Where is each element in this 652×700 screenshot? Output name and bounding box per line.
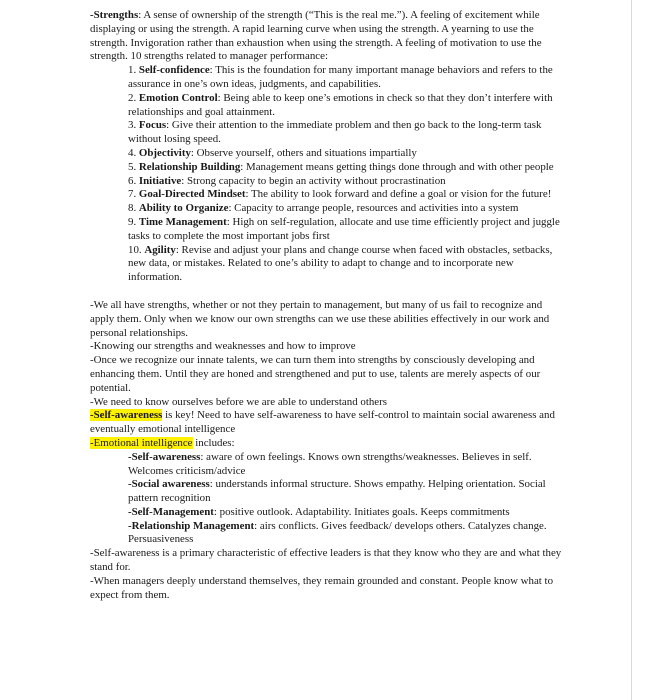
item-number: 8. (128, 202, 139, 215)
item-desc: : positive outlook. Adaptability. Initiates goals. Keeps commitments (213, 505, 510, 518)
item-title: Agility (144, 243, 176, 256)
item-desc: : airs conflicts. Gives feedback/ develops others. Catalyzes change. Persuasiveness (128, 519, 547, 546)
paragraph: -We need to know ourselves before we are able to understand others (90, 395, 387, 408)
scrollbar-track[interactable] (632, 0, 652, 700)
item-number: 7. (128, 188, 139, 201)
item-title: -Self-awareness (128, 450, 201, 463)
item-title: Focus (138, 119, 167, 132)
item-title: Emotion Control (138, 91, 218, 104)
item-desc: : High on self-regulation, allocate and use time efficiently project and juggle tasks to complete the most important jobs first (128, 215, 560, 242)
item-number: 3. (128, 119, 139, 132)
self-awareness-highlight: -Self-awareness (90, 409, 163, 422)
item-number: 5. (128, 160, 139, 173)
item-desc: : Observe yourself, others and situations impartially (190, 146, 417, 159)
list-item (128, 64, 562, 92)
strengths-label: -Strengths (90, 9, 139, 21)
paragraph: -Once we recognize our innate talents, we can turn them into strengths by consciously developing and enhancing them. Until they are honed and strengthened and put to use, talents are merely aspects of our potential. (90, 354, 541, 394)
list-item (128, 161, 562, 175)
item-title: Initiative (138, 174, 182, 187)
item-desc: : understands informal structure. Shows empathy. Helping orientation. Social pattern recognition (128, 478, 546, 505)
paragraph: -When managers deeply understand themselves, they remain grounded and constant. People know what to expect from them. (90, 574, 554, 601)
emotional-intelligence-list (128, 451, 562, 548)
list-item (128, 244, 562, 285)
list-item (128, 119, 562, 147)
strengths-intro (90, 9, 562, 64)
self-awareness-paragraph (90, 409, 562, 437)
item-number: 9. (128, 215, 139, 228)
item-title: -Social awareness (128, 478, 210, 491)
item-number: 1. (128, 64, 139, 77)
item-number: 6. (128, 174, 139, 187)
list-item (128, 92, 562, 120)
item-title: Self-confidence (138, 64, 210, 77)
paragraph: -Knowing our strengths and weaknesses and how to improve (90, 340, 356, 353)
item-title: -Relationship Management (128, 519, 255, 532)
list-item (128, 175, 562, 189)
item-desc: : Being able to keep one’s emotions in check so that they don’t interfere with relationships and goal attainment. (128, 91, 553, 118)
document-content (90, 9, 562, 602)
item-desc: : aware of own feelings. Knows own strengths/weaknesses. Believes in self. Welcomes criticism/advice (128, 450, 532, 477)
item-number: 2. (128, 91, 139, 104)
item-number: 4. (128, 146, 139, 159)
paragraph: -Self-awareness is a primary characteristic of effective leaders is that they know who they are and what they stand for. (90, 547, 562, 574)
item-number: 10. (128, 243, 145, 256)
item-title: Ability to Organize (138, 202, 229, 215)
list-item (128, 216, 562, 244)
item-title: Goal-Directed Mindset (138, 188, 246, 201)
strengths-list (128, 64, 562, 285)
item-title: Time Management (138, 215, 227, 228)
list-item (128, 188, 562, 202)
list-item (128, 147, 562, 161)
item-desc: : The ability to look forward and define a goal or vision for the future! (245, 188, 552, 201)
emotional-intelligence-highlight: -Emotional intelligence (90, 436, 193, 449)
item-desc: : Revise and adjust your plans and change course when faced with obstacles, setbacks, new data, or mistakes. Related to one’s ability to adapt to change and to incorporate new information. (128, 243, 553, 284)
item-desc: : This is the foundation for many important manage behaviors and refers to the assurance in one’s own ideas, judgments, and capabilities. (128, 64, 553, 90)
self-awareness-text: is key! Need to have self-awareness to have self-control to maintain social awareness and eventually emotional intelligence (90, 409, 555, 436)
item-desc: : Capacity to arrange people, resources and activities into a system (228, 202, 519, 215)
item-desc: : Give their attention to the immediate problem and then go back to the long-term task without losing speed. (128, 119, 542, 146)
list-item (128, 451, 562, 479)
item-desc: : Management means getting things done through and with other people (240, 160, 554, 173)
list-item (128, 506, 562, 520)
item-desc: : Strong capacity to begin an activity without procrastination (181, 174, 446, 187)
list-item (128, 478, 562, 506)
strengths-intro-text: : A sense of ownership of the strength (“This is the real me.”). A feeling of excitement while displaying or using the strength. A rapid learning curve when using the strength. A yearning to use the strength. Invigoration rather than exhaustion when using the strength. A feeling of motivation to use the strength. 10 strengths related to manager performance: (90, 9, 542, 63)
paragraph: -We all have strengths, whether or not they pertain to management, but many of us fail to recognize and apply them. Only when we know our own strengths can we use these abilities effectively in our work and personal relationships. (90, 298, 550, 339)
emotional-intelligence-text: includes: (192, 436, 235, 449)
item-title: -Self-Management (128, 505, 214, 518)
item-title: Objectivity (138, 146, 191, 159)
list-item (128, 520, 562, 548)
item-title: Relationship Building (138, 160, 241, 173)
list-item (128, 202, 562, 216)
emotional-intelligence-heading (90, 437, 562, 451)
paragraph-gap (90, 285, 562, 299)
